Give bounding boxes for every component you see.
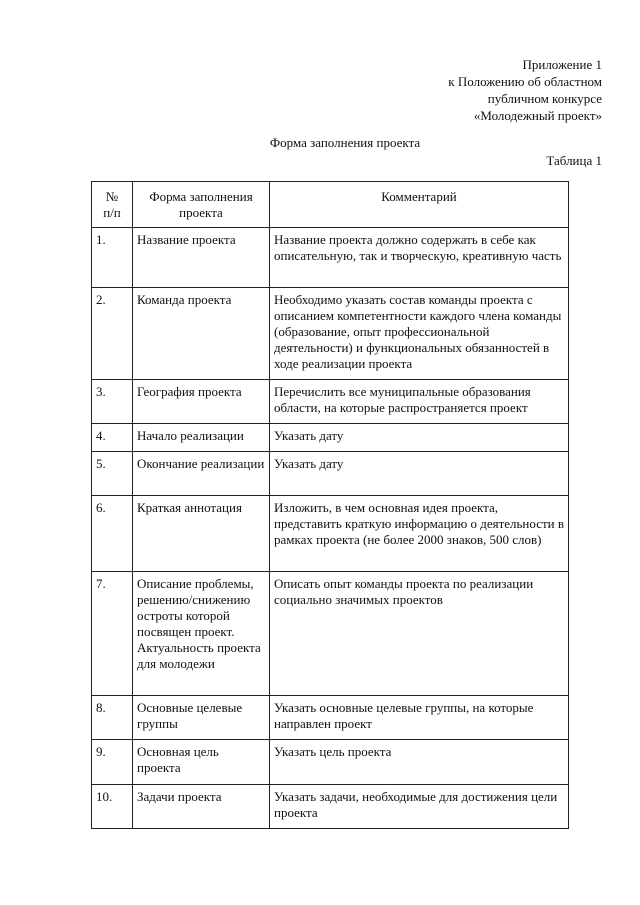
row-number: 5. bbox=[92, 452, 133, 496]
table-row bbox=[92, 452, 569, 496]
appendix-header bbox=[448, 56, 602, 124]
appendix-line: к Положению об областном bbox=[448, 74, 602, 89]
row-comment: Указать дату bbox=[270, 424, 569, 452]
appendix-line: «Молодежный проект» bbox=[473, 108, 602, 123]
row-number: 3. bbox=[92, 380, 133, 424]
row-field: Основная цель проекта bbox=[133, 740, 270, 785]
table-row bbox=[92, 740, 569, 785]
header-form: Форма заполнения проекта bbox=[133, 182, 270, 228]
row-number: 9. bbox=[92, 740, 133, 785]
table-row bbox=[92, 496, 569, 572]
row-comment: Указать основные целевые группы, на которые направлен проект bbox=[270, 696, 569, 740]
row-comment: Необходимо указать состав команды проекта с описанием компетентности каждого члена команды (образование, опыт профессиональной деятельности) и функциональных обязанностей в ходе реализации проекта bbox=[270, 288, 569, 380]
row-comment: Перечислить все муниципальные образования области, на которые распространяется проект bbox=[270, 380, 569, 424]
row-comment: Название проекта должно содержать в себе как описательную, так и творческую, креативную часть bbox=[270, 228, 569, 288]
appendix-line: Приложение 1 bbox=[522, 57, 602, 72]
header-number bbox=[92, 182, 133, 228]
row-field: Описание проблемы, решению/снижению остроты которой посвящен проект. Актуальность проекта для молодежи bbox=[133, 572, 270, 696]
table-caption: Таблица 1 bbox=[546, 153, 602, 168]
table-row bbox=[92, 572, 569, 696]
row-field: География проекта bbox=[133, 380, 270, 424]
row-comment: Указать задачи, необходимые для достижения цели проекта bbox=[270, 785, 569, 829]
page-title: Форма заполнения проекта bbox=[269, 135, 421, 150]
appendix-line: публичном конкурсе bbox=[487, 91, 602, 106]
table-row bbox=[92, 380, 569, 424]
table-row bbox=[92, 696, 569, 740]
row-number: 6. bbox=[92, 496, 133, 572]
row-field: Команда проекта bbox=[133, 288, 270, 380]
row-field: Основные целевые группы bbox=[133, 696, 270, 740]
row-comment: Описать опыт команды проекта по реализации социально значимых проектов bbox=[270, 572, 569, 696]
row-number: 1. bbox=[92, 228, 133, 288]
row-number: 2. bbox=[92, 288, 133, 380]
row-field: Окончание реализации bbox=[133, 452, 270, 496]
table-row bbox=[92, 785, 569, 829]
row-field: Краткая аннотация bbox=[133, 496, 270, 572]
header-number-symbol: № bbox=[105, 189, 119, 204]
row-comment: Изложить, в чем основная идея проекта, представить краткую информацию о деятельности в рамках проекта (не более 2000 знаков, 500 слов) bbox=[270, 496, 569, 572]
row-comment: Указать цель проекта bbox=[270, 740, 569, 785]
row-field: Задачи проекта bbox=[133, 785, 270, 829]
table-header-row bbox=[92, 182, 569, 228]
row-number: 10. bbox=[92, 785, 133, 829]
table-row bbox=[92, 228, 569, 288]
row-field: Начало реализации bbox=[133, 424, 270, 452]
row-number: 7. bbox=[92, 572, 133, 696]
row-field: Название проекта bbox=[133, 228, 270, 288]
table-row bbox=[92, 288, 569, 380]
header-comment: Комментарий bbox=[270, 182, 569, 228]
row-number: 4. bbox=[92, 424, 133, 452]
header-number-abbr: п/п bbox=[103, 205, 121, 220]
table-row bbox=[92, 424, 569, 452]
row-comment: Указать дату bbox=[270, 452, 569, 496]
row-number: 8. bbox=[92, 696, 133, 740]
project-form-table bbox=[91, 181, 569, 829]
